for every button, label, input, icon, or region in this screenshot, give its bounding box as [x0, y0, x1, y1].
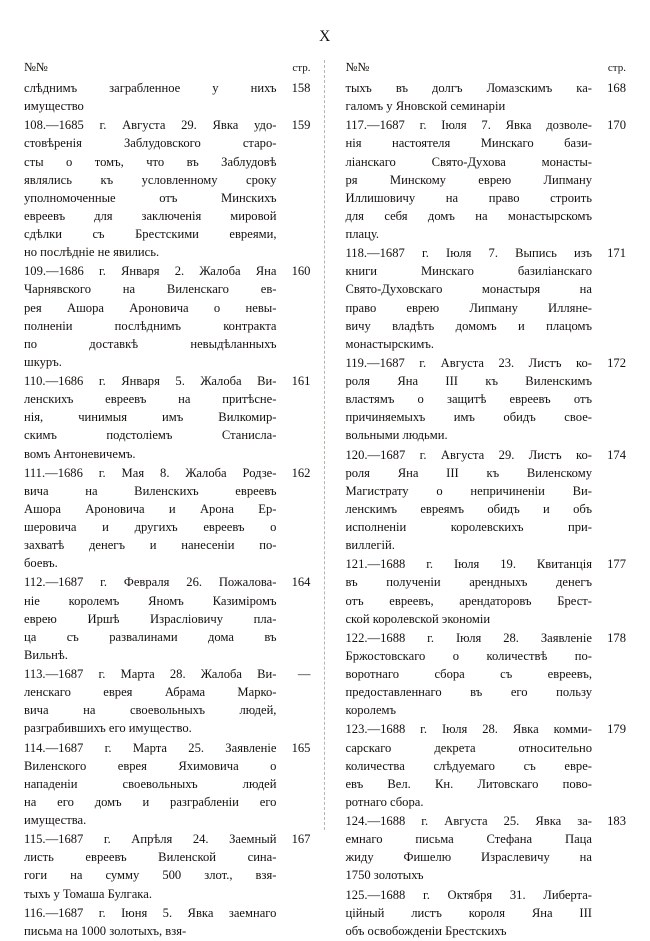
left-header-page: стр.	[292, 62, 311, 74]
entry-page: 161	[291, 374, 311, 388]
entry-line: по доставкѣ невыдѣланныхъ	[24, 336, 277, 351]
entry-page: 174	[607, 447, 626, 462]
entry-line: гоги на сумму 500 злот., взя-	[24, 868, 277, 883]
list-item	[24, 573, 310, 664]
left-column	[24, 60, 320, 941]
entry-page: 168	[607, 81, 626, 95]
entry-line: нападеніи своевольныхъ людей	[24, 776, 277, 791]
entry-page	[592, 886, 626, 940]
list-item	[24, 830, 310, 903]
entry-line: на его домъ и разграбленіи его	[24, 794, 277, 809]
entry-line: роля Яна III къ Виленскому	[345, 465, 592, 480]
entry-line: листь евреевъ Виленской сина-	[24, 850, 277, 865]
entry-line: рея Ашора Ароновича о невы-	[24, 300, 277, 315]
entry-page: 170	[607, 118, 626, 133]
entry-page: 162	[291, 465, 311, 480]
entry-line: боевъ.	[24, 556, 58, 571]
entry-page: —	[297, 667, 311, 681]
list-item	[345, 812, 626, 885]
entry-page: 164	[291, 575, 311, 590]
entry-line: 118.—1687 г. Іюля 7. Выпись изъ	[345, 246, 592, 261]
entry-line: тыхъ у Томаша Булгака.	[24, 886, 152, 901]
entry-page: 171	[607, 246, 626, 261]
entry-line: евъ Вел. Кн. Литовскаго пово-	[345, 776, 592, 791]
right-column-header	[345, 60, 626, 75]
entry-page: 177	[607, 557, 626, 572]
list-item	[345, 629, 626, 720]
entry-page: 179	[607, 722, 626, 737]
entry-line: въ полученіи арендныхъ денегъ	[345, 575, 592, 590]
left-column-header	[24, 60, 310, 75]
entry-line: скимъ подстоліемъ Станисла-	[24, 428, 277, 443]
entry-line: 116.—1687 г. Іюня 5. Явка заемнаго	[24, 905, 277, 920]
entry-page: 178	[607, 630, 626, 645]
list-item	[24, 116, 310, 261]
entry-line: 109.—1686 г. Января 2. Жалоба Яна	[24, 264, 277, 279]
entry-page: 159	[291, 118, 311, 133]
entry-line: отъ евреевъ, арендаторовъ Брест-	[345, 593, 592, 608]
entry-line: 110.—1686 г. Января 5. Жалоба Ви-	[24, 374, 277, 388]
entry-line: но послѣдніе не явились.	[24, 245, 160, 260]
entry-line: право еврею Липману Илляне-	[345, 300, 592, 315]
entry-line: вича на своевольныхъ людей,	[24, 703, 277, 718]
entry-line: монастырскимъ.	[345, 336, 434, 351]
entry-page: 167	[291, 832, 311, 847]
entry-line: захватѣ денегъ и нанесеніи по-	[24, 538, 277, 553]
entry-line: 114.—1687 г. Марта 25. Заявленіе	[24, 740, 277, 755]
entry-line: жиду Фишелю Израслевичу на	[345, 850, 592, 865]
right-header-page: стр.	[607, 62, 626, 74]
entry-line: Иллишовичу на право строить	[345, 190, 592, 205]
entry-line: 111.—1686 г. Мая 8. Жалоба Родзе-	[24, 465, 277, 480]
entry-line: 119.—1687 г. Августа 23. Листъ ко-	[345, 355, 592, 370]
entry-line: еврею Иршѣ Израсліовичу пла-	[24, 611, 277, 626]
entry-line: ленскаго еврея Абрама Марко-	[24, 685, 277, 700]
entry-line: разграбившихъ его имущество.	[24, 721, 192, 736]
left-header-numbers: №№	[24, 60, 48, 74]
list-item	[345, 446, 626, 555]
list-item	[24, 79, 310, 115]
list-item	[345, 720, 626, 811]
entry-line: количества слѣдуемаго съ евре-	[345, 758, 592, 773]
entry-page: 183	[607, 814, 626, 828]
entry-line: причиняемыхъ имъ обидъ свое-	[345, 410, 592, 425]
entry-line: объ освобожденіи Брестскихъ	[345, 923, 507, 938]
entry-line: Виленского еврея Яхимовича о	[24, 758, 277, 773]
entry-line: для себя домъ на монастырскомъ	[345, 208, 592, 223]
entry-line: имущества.	[24, 813, 87, 827]
entry-line: сарскаго декрета относительно	[345, 740, 592, 755]
entry-line: 115.—1687 г. Апрѣля 24. Заемный	[24, 832, 277, 847]
entry-line: галомъ у Яновской семинаріи	[345, 99, 506, 114]
entry-line: ніе королемъ Яномъ Казиміромъ	[24, 593, 277, 608]
page-number: X	[319, 28, 331, 45]
entry-line: 117.—1687 г. Іюля 7. Явка дозволе-	[345, 118, 592, 133]
entry-line: исполненіи королевскихъ при-	[345, 520, 592, 534]
entry-line: ленскимъ евреямъ обидъ и объ	[345, 501, 592, 516]
entry-line: плацу.	[345, 227, 380, 241]
entry-line: ліанскаго Свято-Духова монасты-	[345, 154, 592, 169]
entry-line: Свято-Духовскаго монастыря на	[345, 282, 592, 297]
entry-line: 125.—1688 г. Октября 31. Либерта-	[345, 887, 592, 902]
list-item	[345, 555, 626, 628]
entry-line: 112.—1687 г. Февраля 26. Пожалова-	[24, 575, 277, 590]
column-divider	[324, 60, 325, 830]
entry-line: Ашора Ароновича и Арона Ер-	[24, 501, 277, 516]
entry-line: сдѣлки съ Брестскими евреями,	[24, 227, 277, 241]
entry-page: 165	[291, 740, 311, 755]
entry-line: властямъ о защитѣ евреевъ отъ	[345, 392, 592, 407]
entry-line: ской королевской экономіи	[345, 611, 491, 626]
entry-line: 124.—1688 г. Августа 25. Явка за-	[345, 814, 592, 828]
entry-line: сты о томъ, что въ Заблудовѣ	[24, 154, 277, 169]
entry-line: шкуръ.	[24, 354, 62, 369]
entry-line: королемъ	[345, 703, 397, 718]
entry-line: шеровича и другихъ евреевъ о	[24, 520, 277, 534]
entry-line: письма на 1000 золотыхъ, взя-	[24, 923, 187, 938]
entry-line: ца съ развалинами дома въ	[24, 629, 277, 644]
entry-line: ційный листъ короля Яна III	[345, 905, 592, 920]
entry-line: 108.—1685 г. Августа 29. Явка удо-	[24, 118, 277, 133]
entry-line: воротнаго сбора съ евреевъ,	[345, 667, 592, 681]
two-column-body	[24, 60, 626, 938]
list-item	[345, 354, 626, 445]
list-item	[24, 372, 310, 463]
entry-page: 160	[291, 264, 311, 279]
entry-line: 113.—1687 г. Марта 28. Жалоба Ви-	[24, 667, 277, 681]
list-item	[24, 739, 310, 830]
entry-line: Вильнѣ.	[24, 647, 68, 662]
list-item	[24, 262, 310, 371]
entry-line: Чарнявского на Виленскаго ев-	[24, 282, 277, 297]
entry-line: ротнаго сбора.	[345, 794, 424, 809]
entry-page	[276, 904, 310, 940]
entry-line: стовѣренія Заблудовского старо-	[24, 136, 277, 151]
entry-line: тыхъ въ долгъ Ломазскимъ ка-	[345, 81, 592, 95]
entry-line: книги Минскаго базиліанскаго	[345, 264, 592, 279]
entry-page: 172	[607, 355, 626, 370]
list-item	[24, 464, 310, 573]
entry-line: предоставленнаго въ его пользу	[345, 685, 592, 700]
list-item	[345, 886, 626, 940]
entry-line: имущество	[24, 99, 84, 114]
entry-line: нія настоятеля Минскаго бази-	[345, 136, 592, 151]
right-header-numbers: №№	[345, 60, 370, 74]
entry-line: ленскихъ евреевъ на притѣсне-	[24, 392, 277, 407]
entry-line: слѣднимъ заграбленное у нихъ	[24, 81, 277, 95]
entry-line: вомъ Антоневичемъ.	[24, 446, 136, 461]
entry-line: вичу владѣть домомъ и плацомъ	[345, 318, 592, 333]
list-item	[345, 116, 626, 243]
entry-line: 122.—1688 г. Іюля 28. Заявленіе	[345, 630, 592, 645]
entry-line: вольными людьми.	[345, 428, 448, 443]
list-item	[24, 665, 310, 738]
entry-line: виллегій.	[345, 538, 395, 553]
entry-line: 123.—1688 г. Іюля 28. Явка комми-	[345, 722, 592, 737]
entry-line: 121.—1688 г. Іюля 19. Квитанція	[345, 557, 592, 572]
entry-line: полненіи послѣднимъ контракта	[24, 318, 277, 333]
entry-line: роля Яна III къ Виленскимъ	[345, 374, 592, 388]
entry-line: 1750 золотыхъ	[345, 868, 424, 883]
list-item	[345, 79, 626, 115]
entry-line: вича на Виленскихъ евреевъ	[24, 483, 277, 498]
entry-line: уполномоченные отъ Минскихъ	[24, 190, 277, 205]
entry-line: 120.—1687 г. Августа 29. Листъ ко-	[345, 447, 592, 462]
entry-line: Бржостовскаго о количествѣ по-	[345, 648, 592, 663]
entry-line: Магистрату о непричиненіи Ви-	[345, 483, 592, 498]
list-item	[24, 904, 310, 940]
entry-line: емнаго письма Стефана Паца	[345, 832, 592, 847]
entry-line: ря Минскому еврею Липману	[345, 172, 592, 187]
entry-line: нія, чинимыя имъ Вилкомир-	[24, 410, 277, 425]
list-item	[345, 244, 626, 353]
right-column	[329, 60, 626, 941]
entry-line: являлись къ условленному сроку	[24, 172, 277, 187]
entry-line: евреевъ для заключенія мировой	[24, 208, 277, 223]
entry-page: 158	[291, 81, 311, 95]
